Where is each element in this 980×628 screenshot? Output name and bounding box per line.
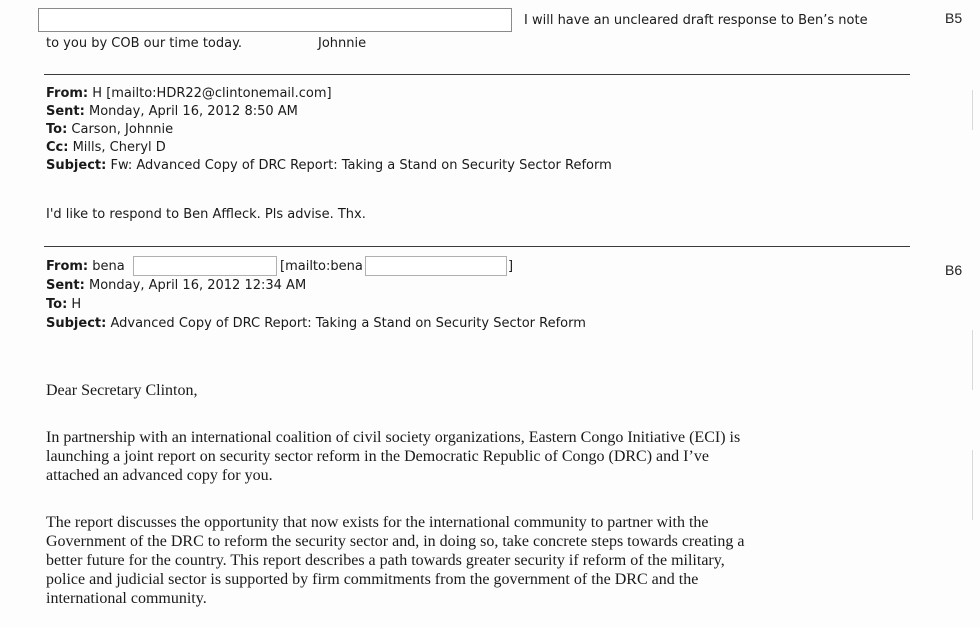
subject-value: Advanced Copy of DRC Report: Taking a Stand on Security Sector Reform	[110, 316, 586, 331]
letter-paragraph-1-line-1: In partnership with an international coalition of civil society organizations, Eastern Congo Initiative (ECI) is	[46, 429, 741, 446]
exemption-code-b5: B5	[945, 10, 963, 26]
to-label: To:	[46, 297, 68, 312]
email1-sent	[46, 103, 298, 121]
from-label: From:	[46, 259, 89, 274]
header-divider-1	[44, 74, 910, 75]
email2-subject	[46, 315, 586, 333]
email1-cc	[46, 139, 166, 157]
from-label: From:	[46, 86, 89, 101]
intro-line-2: to you by COB our time today.	[46, 36, 243, 51]
email2-from	[46, 258, 125, 276]
subject-value: Fw: Advanced Copy of DRC Report: Taking a Stand on Security Sector Reform	[110, 158, 612, 173]
sent-value: Monday, April 16, 2012 12:34 AM	[89, 278, 307, 293]
subject-label: Subject:	[46, 158, 107, 173]
letter-paragraph-2-line-2: Government of the DRC to reform the security sector and, in doing so, take concrete steps towards creating a	[46, 533, 745, 550]
cc-label: Cc:	[46, 140, 69, 155]
email2-sent	[46, 277, 306, 295]
from-prefix: bena	[92, 259, 125, 274]
letter-salutation: Dear Secretary Clinton,	[46, 382, 198, 399]
letter-paragraph-1-line-2: launching a joint report on security sector reform in the Democratic Republic of Congo (DRC) and I’ve	[46, 448, 709, 465]
cc-value: Mills, Cheryl D	[72, 140, 166, 155]
letter-paragraph-2-line-4: police and judicial sector is supported by firm commitments from the government of the DRC and the	[46, 571, 699, 588]
email1-to	[46, 121, 173, 139]
email2-to	[46, 296, 81, 314]
sent-label: Sent:	[46, 104, 85, 119]
email2-mailto-end: ]	[508, 259, 514, 274]
to-value: H	[71, 297, 82, 312]
scan-artifact	[972, 450, 973, 520]
to-label: To:	[46, 122, 68, 137]
email1-body: I'd like to respond to Ben Affleck. Pls advise. Thx.	[46, 207, 366, 222]
scan-artifact	[972, 330, 973, 390]
scan-artifact	[972, 90, 973, 130]
email1-subject	[46, 157, 612, 175]
letter-paragraph-1-line-3: attached an advanced copy for you.	[46, 467, 273, 484]
from-value: H [mailto:HDR22@clintonemail.com]	[92, 86, 332, 101]
exemption-code-b6: B6	[945, 262, 963, 278]
email2-mailto: [mailto:bena	[280, 259, 363, 274]
letter-paragraph-2-line-1: The report discusses the opportunity that now exists for the international community to partner with the	[46, 514, 709, 531]
email1-from	[46, 85, 332, 103]
redaction-box-b6-1	[133, 256, 277, 276]
redaction-box-b6-2	[365, 256, 507, 276]
subject-label: Subject:	[46, 316, 107, 331]
redaction-box-b5	[38, 8, 512, 32]
header-divider-2	[44, 246, 910, 247]
letter-paragraph-2-line-3: better future for the country. This report describes a path towards greater security if reform of the military,	[46, 552, 725, 569]
sent-label: Sent:	[46, 278, 85, 293]
letter-paragraph-2-line-5: international community.	[46, 590, 207, 607]
intro-line-1: I will have an uncleared draft response to Ben’s note	[524, 13, 868, 28]
sent-value: Monday, April 16, 2012 8:50 AM	[89, 104, 298, 119]
to-value: Carson, Johnnie	[71, 122, 174, 137]
intro-signature: Johnnie	[318, 36, 367, 51]
